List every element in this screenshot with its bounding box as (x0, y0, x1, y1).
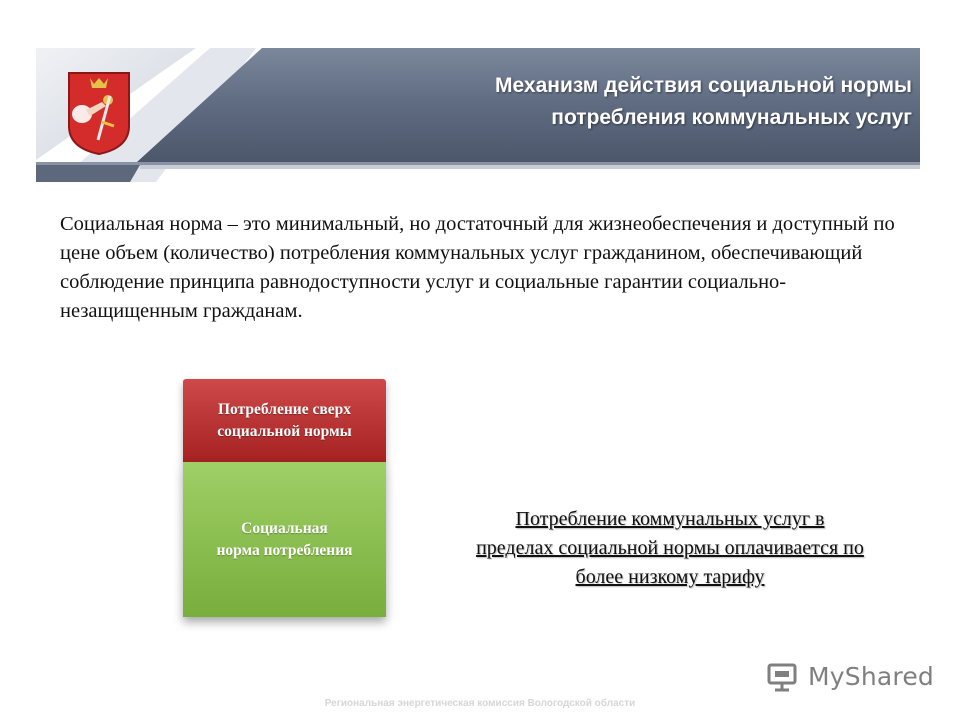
page-title (352, 70, 912, 134)
tariff-note-line-2: пределах социальной нормы оплачивается по (476, 537, 864, 559)
watermark-text: MyShared (808, 661, 934, 691)
page-title-line-1: Механизм действия социальной нормы (495, 74, 912, 97)
footer-text: Региональная энергетическая комиссия Вологодской области (324, 698, 636, 709)
norm-label-line-2: норма потребления (216, 541, 353, 559)
page-title-line-2: потребления коммунальных услуг (551, 106, 912, 129)
social-norm-definition: Социальная норма – это минимальный, но достаточный для жизнеобеспечения и доступный по цене объем (количество) потребления коммунальных услуг гражданином, обеспечивающий соблюдение принципа равнодоступности услуг и социальные гарантии социально-незащищенным гражданам. (60, 213, 895, 322)
norm-label-line-1: Социальная (241, 519, 328, 537)
myshared-logo-icon (766, 658, 802, 694)
tariff-note-line-1: Потребление коммунальных услуг в (515, 508, 825, 530)
coat-of-arms-icon (66, 70, 132, 156)
above-norm-consumption-block (183, 379, 386, 462)
social-norm-block (183, 462, 386, 617)
tariff-note (430, 505, 910, 592)
tariff-note-line-3: более низкому тарифу (575, 566, 765, 588)
above-norm-label-line-1: Потребление сверх (218, 400, 351, 418)
above-norm-label-line-2: социальной нормы (217, 422, 352, 440)
myshared-watermark (766, 656, 934, 696)
